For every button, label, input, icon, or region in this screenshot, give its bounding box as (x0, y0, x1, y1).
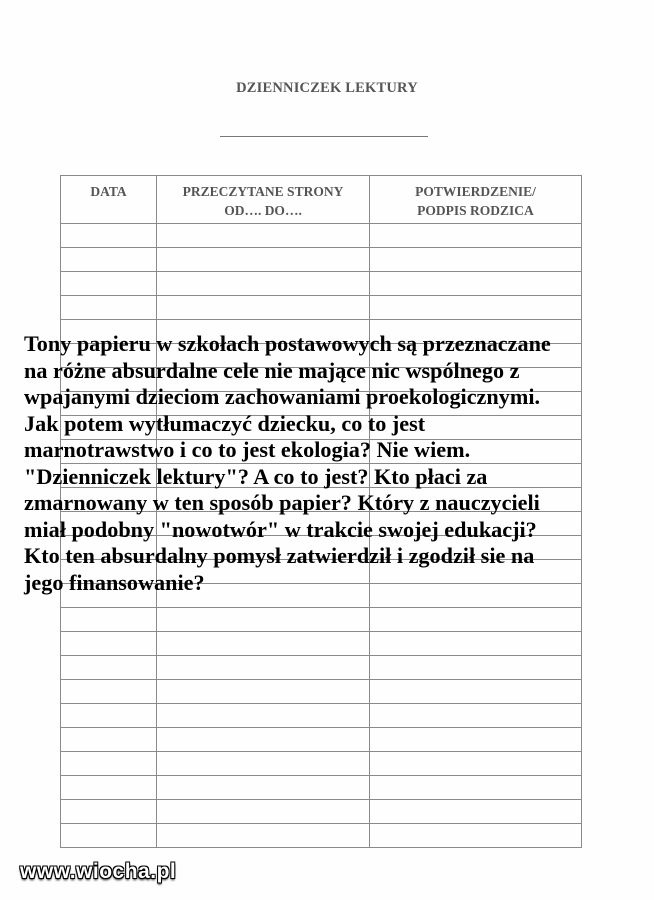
table-row (61, 824, 582, 848)
table-cell (61, 656, 157, 680)
column-header-date: DATA (61, 176, 157, 224)
table-row (61, 632, 582, 656)
table-cell (370, 272, 582, 296)
title-underline (220, 136, 428, 137)
table-cell (370, 824, 582, 848)
table-cell (61, 224, 157, 248)
overlay-text-line: Kto ten absurdalny pomysł zatwierdził i zgodził sie na (24, 543, 535, 568)
table-cell (157, 224, 370, 248)
table-cell (61, 272, 157, 296)
table-row (61, 776, 582, 800)
table-row (61, 680, 582, 704)
overlay-text-line: na różne absurdalne cele nie mające nic wspólnego z (24, 357, 520, 383)
column-header-pages-read: PRZECZYTANE STRONY OD…. DO…. (157, 176, 370, 224)
table-row (61, 704, 582, 728)
table-cell (61, 776, 157, 800)
table-row (61, 728, 582, 752)
table-cell (157, 680, 370, 704)
site-watermark: www.wiocha.pl (20, 860, 177, 883)
overlay-text-line: miał podobny "nowotwór" w trakcie swojej edukacji? (24, 516, 537, 542)
table-cell (157, 272, 370, 296)
table-row (61, 752, 582, 776)
overlay-text-line: wpajanymi dzieciom zachowaniami proekologicznymi. (24, 384, 541, 409)
table-cell (157, 632, 370, 656)
table-cell (61, 800, 157, 824)
table-cell (157, 656, 370, 680)
table-cell (370, 800, 582, 824)
table-cell (157, 608, 370, 632)
overlay-text-line: Jak potem wytłumaczyć dziecku, co to jest (24, 410, 426, 436)
table-row (61, 248, 582, 272)
overlay-text-line: Tony papieru w szkołach postawowych są przeznaczane (24, 331, 551, 356)
overlay-text-line: "Dzienniczek lektury"? A co to jest? Kto płaci za (24, 463, 488, 489)
table-cell (61, 248, 157, 272)
table-cell (157, 704, 370, 728)
overlay-text-line: marnotrawstwo i co to jest ekologia? Nie wiem. (24, 437, 471, 462)
table-row (61, 272, 582, 296)
table-cell (370, 656, 582, 680)
table-cell (61, 608, 157, 632)
table-cell (370, 248, 582, 272)
table-cell (157, 800, 370, 824)
table-cell (157, 728, 370, 752)
table-cell (370, 752, 582, 776)
table-row (61, 296, 582, 320)
table-row (61, 656, 582, 680)
table-cell (370, 296, 582, 320)
overlay-text-line: jego finansowanie? (24, 569, 205, 595)
table-cell (370, 680, 582, 704)
overlay-text-line: zmarnowany w ten sposób papier? Który z nauczycieli (24, 490, 540, 515)
table-cell (61, 824, 157, 848)
table-cell (370, 608, 582, 632)
overlay-comment-text (24, 331, 644, 596)
table-cell (61, 752, 157, 776)
table-cell (157, 248, 370, 272)
table-cell (61, 680, 157, 704)
table-cell (370, 632, 582, 656)
table-cell (370, 704, 582, 728)
table-cell (157, 824, 370, 848)
table-cell (157, 752, 370, 776)
document-title: DZIENNICZEK LEKTURY (236, 80, 418, 96)
table-cell (157, 776, 370, 800)
table-cell (370, 728, 582, 752)
table-cell (157, 296, 370, 320)
table-row (61, 224, 582, 248)
column-header-parent-signature: POTWIERDZENIE/ PODPIS RODZICA (370, 176, 582, 224)
table-cell (370, 776, 582, 800)
table-row (61, 608, 582, 632)
table-cell (370, 224, 582, 248)
table-cell (61, 728, 157, 752)
table-cell (61, 704, 157, 728)
table-cell (61, 632, 157, 656)
table-cell (61, 296, 157, 320)
table-row (61, 800, 582, 824)
table-header-row (61, 176, 582, 224)
